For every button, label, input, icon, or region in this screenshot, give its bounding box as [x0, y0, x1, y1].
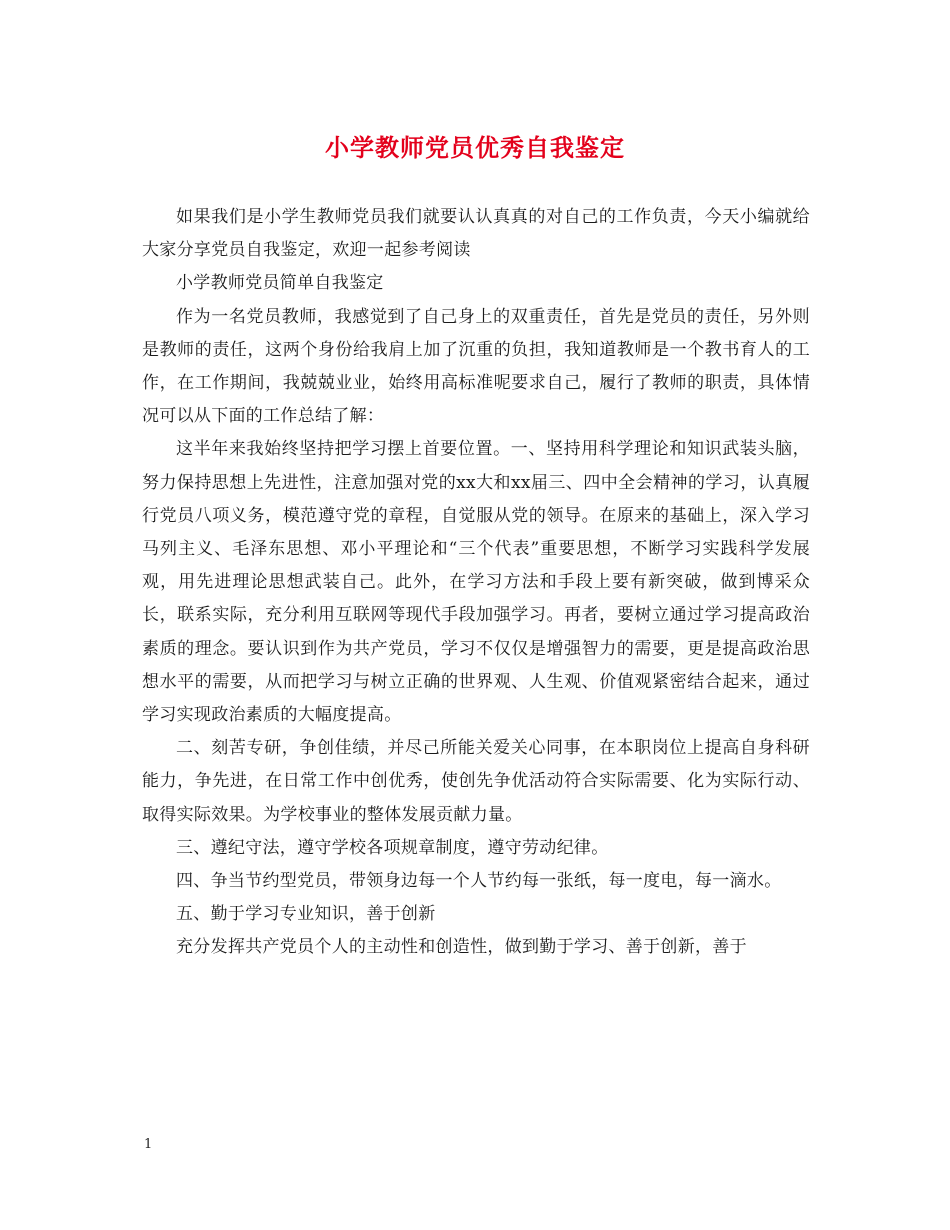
paragraph-innovation: 充分发挥共产党员个人的主动性和创造性，做到勤于学习、善于创新，善于: [176, 937, 747, 958]
paragraph-research: 二、刻苦专研，争创佳绩，并尽己所能关爱关心同事，在本职岗位上提高自身科研能力，争先进，在日常工作中创优秀，使创先争优活动符合实际需要、化为实际行动、取得实际效果。为学校事业的整体发展贡献力量。: [142, 738, 810, 825]
paragraph-thrift: 四、争当节约型党员，带领身边每一个人节约每一张纸，每一度电，每一滴水。: [176, 871, 782, 892]
paragraph-responsibility: 作为一名党员教师，我感觉到了自己身上的双重责任，首先是党员的责任，另外则是教师的责任，这两个身份给我肩上加了沉重的负担，我知道教师是一个教书育人的工作，在工作期间，我兢兢业业，始终用高标准呢要求自己，履行了教师的职责，具体情况可以从下面的工作总结了解：: [142, 306, 810, 427]
paragraph-intro: 如果我们是小学生教师党员我们就要认认真真的对自己的工作负责，今天小编就给大家分享党员自我鉴定，欢迎一起参考阅读: [142, 207, 810, 261]
document-body: [142, 201, 810, 965]
document-title: 小学教师党员优秀自我鉴定: [325, 133, 625, 162]
paragraph-discipline: 三、遵纪守法，遵守学校各项规章制度，遵守劳动纪律。: [176, 837, 609, 858]
paragraph-innovation-heading: 五、勤于学习专业知识，善于创新: [176, 904, 436, 925]
paragraph-subheading: 小学教师党员简单自我鉴定: [176, 273, 384, 294]
paragraph-study: 这半年来我始终坚持把学习摆上首要位置。一、坚持用科学理论和知识武装头脑，努力保持思想上先进性，注意加强对党的xx大和xx届三、四中全会精神的学习，认真履行党员八项义务，模范遵守党的章程，自觉服从党的领导。在原来的基础上，深入学习马列主义、毛泽东思想、邓小平理论和“三个代表”重要思想，不断学习实践科学发展观，用先进理论思想武装自己。此外，在学习方法和手段上要有新突破，做到博采众长，联系实际，充分利用互联网等现代手段加强学习。再者，要树立通过学习提高政治素质的理念。要认识到作为共产党员，学习不仅仅是增强智力的需要，更是提高政治思想水平的需要，从而把学习与树立正确的世界观、人生观、价值观紧密结合起来，通过学习实现政治素质的大幅度提高。: [142, 439, 810, 726]
page-number: 1: [144, 1137, 153, 1152]
